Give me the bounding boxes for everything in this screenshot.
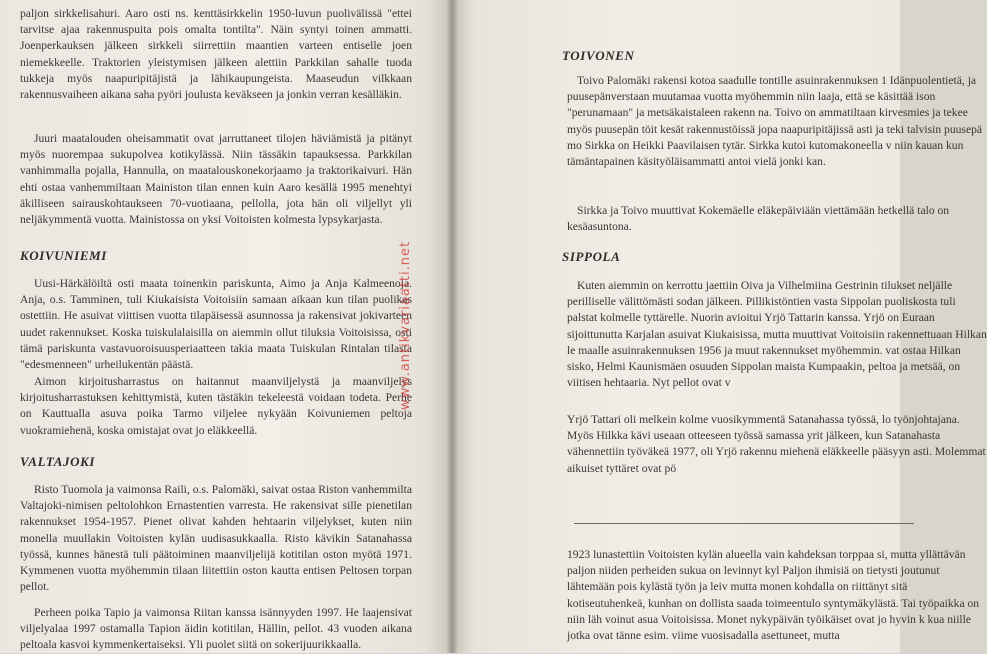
book-gutter xyxy=(447,0,457,653)
paragraph-valtajoki-1: Risto Tuomola ja vaimonsa Raili, o.s. Palomäki, saivat ostaa Riston vanhemmilta Valtajoki-nimisen peltolohkon Ernastentien varresta. He rakensivat sille pienetilan rakennukset 1954-1957. Pienet olivat kahden hehtaarin viljelykset, kuten niin monella muullakin Voitoisten kylän uudisasukkaalla. Risto kävikin Satanahassa työssä, kunnes hänestä tuli päätoiminen maanviljelijä kotitilan oston myötä 1971. Kymmenen vuotta myöhemmin tilaan liitettiin oston kautta entisen Peltosen torpan pellot. xyxy=(20,483,412,594)
paragraph-oheisammatit: Juuri maatalouden oheisammatit ovat jarruttaneet tilojen häviämistä ja pitänyt myös nuorempaa sukupolvea kotikylässä. Niin tässäkin tapauksessa. Parkkilan vanhimmalla pojalla, Hannulla, on maatalouskonekorjaamo ja traktorikaivuri. Hän ehti ostaa vanhemmiltaan Mainiston tilan ennen kuin Aaro kesällä 1995 menehtyi äkilliseen sairauskohtaukseen 70-vuotiaana, pellolla, jota hän oli viljellyt yli neljäkymmentä vuotta. Mainistossa on yksi Voitoisten kolmesta lypsykarjasta. xyxy=(20,132,412,227)
right-page xyxy=(452,0,987,653)
heading-koivuniemi: KOIVUNIEMI xyxy=(20,248,107,263)
left-page xyxy=(0,0,452,653)
paragraph-sippola-1: Kuten aiemmin on kerrottu jaettiin Oiva ja Vilhelmiina Gestrinin tilukset neljälle perilliselle välittömästi sodan jälkeen. Pillikistöntien vasta Sippolan puoliskosta tuli palstat kolmelle tyttärelle. Nuorin avioitui Yrjö Tattarin kanssa. Yrjö on Euraan sijoittunutta Karjalan asuivat Kiukaisissa, mutta muuttivat Voitoisiin rakennettuaan Hilkan le maalle asuinrakennuksen 1956 ja muut rakennukset myöhemmin. vat ostaa Hilkan sisko, Helmi Kaunismäen osuuden Sippolan maista Kumpaakin, peltoa ja metsää, on viitisen hehtaaria. Nyt pellot ovat v xyxy=(567,279,987,390)
paragraph-koivuniemi-2: Aimon kirjoitusharrastus on haitannut maanviljelystä ja maanviljelys kirjoitusharrastuksen kehittymistä, kuten tästäkin tekeleestä voidaan todeta. Perhe on Kauttualla asuva poika Tarmo viljelee nykyään Koivuniemen peltoja vuokramiehenä, koska omistajat ovat jo eläkkeellä. xyxy=(20,375,412,437)
paragraph-koivuniemi-1: Uusi-Härkälöiltä osti maata toinenkin pariskunta, Aimo ja Anja Kalmeenoja. Anja, o.s. Tamminen, tuli Kiukaisista Voitoisiin samaan aikaan kun tilan puolikas ostettiin. He asuivat viittisen vuotta tilapäisessä asunnossa ja rakensivat jokivarteen uudet rakennukset. Koska tuiskulalaisilla on aiemmin ollut tiluksia Voitoisissa, osti tämä pariskunta vastavuoroisuusperiaatteen takia maata Tuiskulan Rintalan tilasta "edesmenneen" urheilukentän päästä. xyxy=(20,277,412,372)
paragraph-toivonen-2: Sirkka ja Toivo muuttivat Kokemäelle eläkepäiviään viettämään hetkellä talo on kesäasuntona. xyxy=(567,204,950,234)
heading-valtajoki: VALTAJOKI xyxy=(20,454,95,469)
heading-toivonen: TOIVONEN xyxy=(562,48,635,63)
watermark-text: www.antikvariaatti.net xyxy=(398,240,413,410)
paragraph-sippola-2: Yrjö Tattari oli melkein kolme vuosikymmentä Satanahassa työssä, lo työnjohtajana. Myös Hilkka kävi useaan otteeseen työssä samassa yrit jälkeen, kun Satanahasta vähennettiin työväkeä 1977, oli Yrjö rakennu miehenä eläkkeelle pääsyyn asti. Molemmat aikuiset tyttäret ovat pö xyxy=(567,413,986,475)
footnote-divider xyxy=(574,523,914,524)
paragraph-footnote: 1923 lunastettiin Voitoisten kylän alueella vain kahdeksan torppaa si, mutta yllättävän paljon niiden perheiden sukua on levinnyt kyl Paljon ihmisiä on tietysti joutunut lähtemään pois kylästä työn ja leiv mutta monen kohdalla on riittänyt sitä kotiseutuhenkeä, kunhan on dollista saada toimeentulo syntymäkylästä. Tai työpaikka on niin läh voinut asua Voitoisissa. Monet nykypäivän työikäiset ovat jo hyvin k kua niille jotka ovat tänne esim. viime vuosisadalla asettuneet, mutta xyxy=(567,548,980,643)
paragraph-valtajoki-2: Perheen poika Tapio ja vaimonsa Riitan kanssa isännyyden 1997. He laajensivat viljelyalaa 1997 ostamalla Tapion äidin kotitilan, Hällin, pellot. 43 vuoden aikana peltoala kasvoi kymmenkertaiseksi. Yli puolet siitä on sokerijuurikkaalla. xyxy=(20,606,412,652)
heading-sippola: SIPPOLA xyxy=(562,249,621,264)
paragraph-toivonen-1: Toivo Palomäki rakensi kotoa saadulle tontille asuinrakennuksen 1 Idänpuolentietä, ja puusepänverstaan muutamaa vuotta myöhemmin niin laaja, että se käsittää ison "perunamaan" ja metsäkaistaleen rakenn na. Toivo on ammatiltaan kirvesmies ja tekee myös puusepän töit kesät rakennustöissä jopa naapuripitäjissä asti ja teki talvisin puusepä mo Sirkka on Heikki Paavilaisen tytär. Sirkka kutoi kutomakoneella v niin kauan kun tämäntapainen käsityöläisammatti antoi vielä jonki kan. xyxy=(567,74,983,169)
paragraph-sirkkelisahuri: paljon sirkkelisahuri. Aaro osti ns. kenttäsirkkelin 1950-luvun puolivälissä "ettei tarvitse ajaa rakennuspuita pois omalta tontilta". Näin syntyi toinen ammatti. Joenperkauksen jälkeen sirkkeli siirrettiin maantien varteen entiselle joen niemekkeelle. Traktorien yleistymisen jälkeen alettiin Parkkilan sahalle tuoda tukkeja myös naapuripitäjistä ja lähikaupungeista. Maaseudun vilkkaan rakennusvaiheen aikana saha pyöri joulusta keväkseen ja jonkin verran kesälläkin. xyxy=(20,7,412,102)
